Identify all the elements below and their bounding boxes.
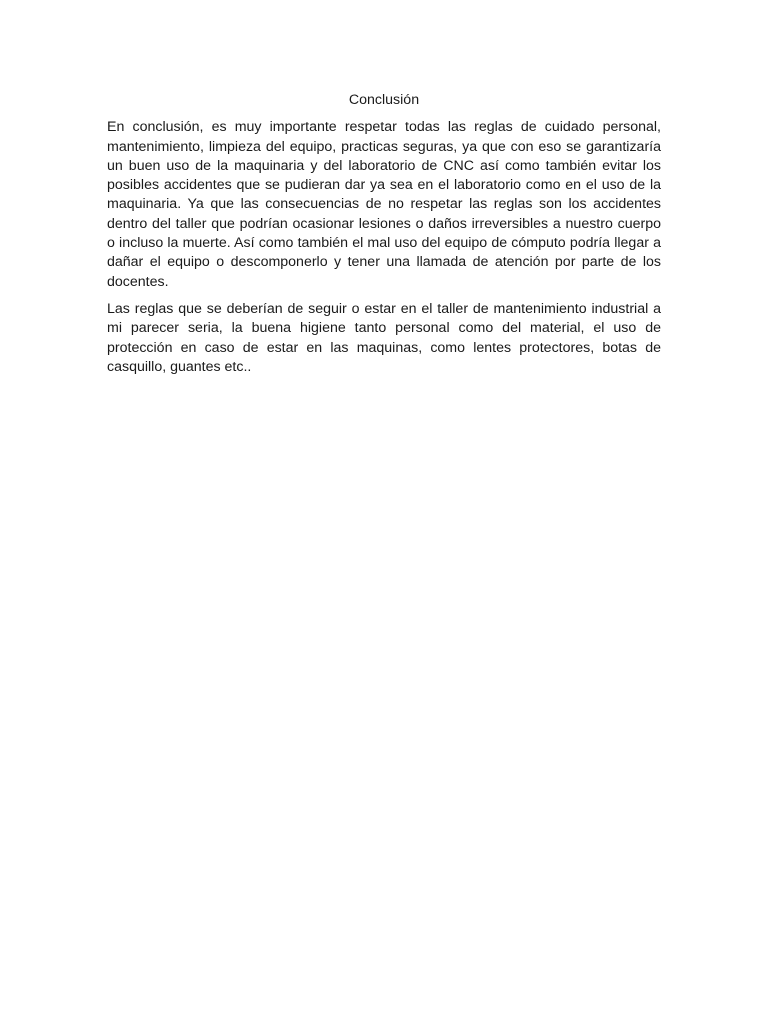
document-page [107,90,661,385]
paragraph-conclusion: En conclusión, es muy importante respetar todas las reglas de cuidado personal, mantenimiento, limpieza del equipo, practicas seguras, ya que con eso se garantizaría un buen uso de la maquinaria y del laboratorio de CNC así como también evitar los posibles accidentes que se pudieran dar ya sea en el laboratorio como en el uso de la maquinaria. Ya que las consecuencias de no respetar las reglas son los accidentes dentro del taller que podrían ocasionar lesiones o daños irreversibles a nuestro cuerpo o incluso la muerte. Así como también el mal uso del equipo de cómputo podría llegar a dañar el equipo o descomponerlo y tener una llamada de atención por parte de los docentes. [107,119,661,290]
paragraph-rules: Las reglas que se deberían de seguir o estar en el taller de mantenimiento industrial a mi parecer seria, la buena higiene tanto personal como del material, el uso de protección en caso de estar en las maquinas, como lentes protectores, botas de casquillo, guantes etc.. [107,300,661,375]
document-title: Conclusión [348,92,420,108]
